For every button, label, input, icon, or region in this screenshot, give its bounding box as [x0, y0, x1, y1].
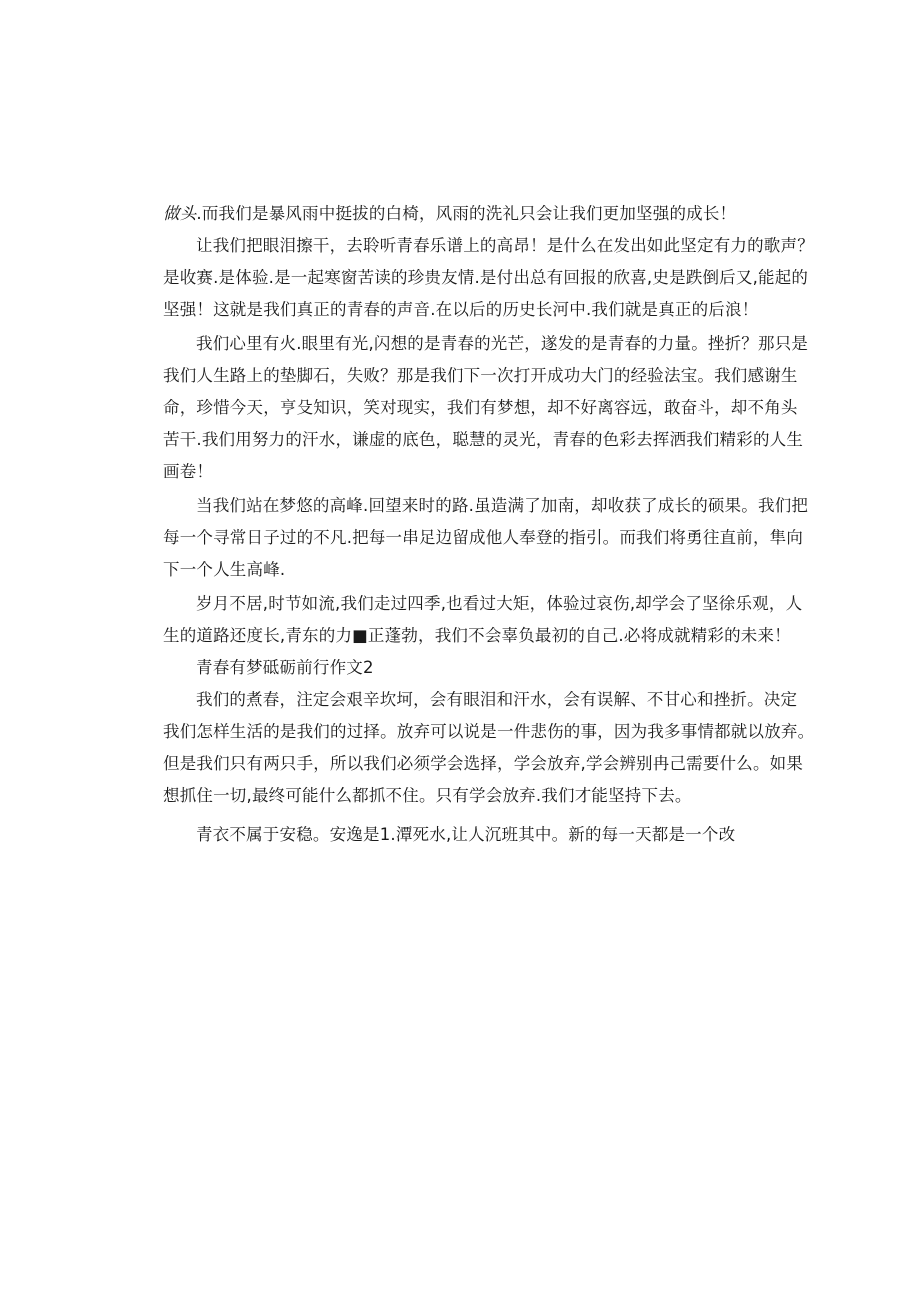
- paragraph-7-line-1: 青衣不属于安稳。安逸是1.潭死水,让人沉班其中。新的每一天都是一个改: [196, 825, 736, 844]
- paragraph-3-line-4: 苦干.我们用努力的汗水，谦虚的底色，聪慧的灵光，青春的色彩去挥洒我们精彩的人生: [163, 430, 804, 449]
- paragraph-4-line-2: 每一个寻常日子过的不凡.把每一串足边留成他人奉登的指引。而我们将勇往直前，隼向: [163, 528, 804, 547]
- paragraph-3-line-5: 画卷！: [163, 462, 214, 481]
- paragraph-1-rest: .而我们是暴风雨中挺拔的白椅，风雨的洗礼只会让我们更加坚强的成长！: [196, 204, 737, 223]
- paragraph-5-line-2: 生的道路还度长,青东的力■正蓬勃，我们不会辜负最初的自己.必将成就精彩的未来！: [163, 626, 791, 645]
- paragraph-6-line-2: 我们怎样生活的是我们的过择。放弃可以说是一件悲伤的事，因为我多事情都就以放弃。: [163, 722, 815, 741]
- paragraph-6-line-3: 但是我们只有两只手，所以我们必须学会选择，学会放弃,学会辨别冉己需要什么。如果: [163, 754, 804, 773]
- paragraph-6-line-1: 我们的煮春，注定会艰辛坎坷，会有眼泪和汗水，会有误解、不甘心和挫折。决定: [196, 690, 798, 709]
- paragraph-2-line-2: 是收赛.是体验.是一起寒窗苦读的珍贵友情.是付出总有回报的欣喜,史是跌倒后又,能起的: [163, 268, 809, 287]
- paragraph-6-line-4: 想抓住一切,最终可能什么都抓不住。只有学会放弃.我们才能坚持下去。: [163, 786, 692, 805]
- paragraph-4-line-1: 当我们站在梦悠的高峰.回望来时的路.虽造满了加南，却收获了成长的硕果。我们把: [196, 496, 809, 515]
- paragraph-4-line-3: 下一个人生高峰.: [163, 560, 286, 579]
- paragraph-3-line-3: 命，珍惜今天，亨殳知识，笑对现实，我们有梦想，却不好离容远，敢奋斗，却不角头: [163, 398, 798, 417]
- paragraph-3-line-1: 我们心里有火.眼里有光,闪想的是青春的光芒，遂发的是青春的力量。挫折？那只是: [196, 334, 809, 353]
- paragraph-1-lead: 做头: [163, 204, 197, 223]
- section-heading-2: 青春有梦砥砺前行作文2: [196, 658, 374, 677]
- paragraph-2-line-1: 让我们把眼泪擦干，去聆听青春乐谱上的高昂！是什么在发出如此坚定有力的歌声？: [196, 236, 814, 255]
- paragraph-3-line-2: 我们人生路上的垫脚石，失败？那是我们下一次打开成功大门的经验法宝。我们感谢生: [163, 366, 798, 385]
- paragraph-5-line-1: 岁月不居,时节如流,我们走过四季,也看过大矩，体验过哀伤,却学会了坚徐乐观，人: [196, 594, 803, 613]
- paragraph-1-line-1: [163, 203, 736, 225]
- paragraph-2-line-3: 坚强！这就是我们真正的青春的声音.在以后的历史长河中.我们就是真正的后浪！: [163, 300, 759, 319]
